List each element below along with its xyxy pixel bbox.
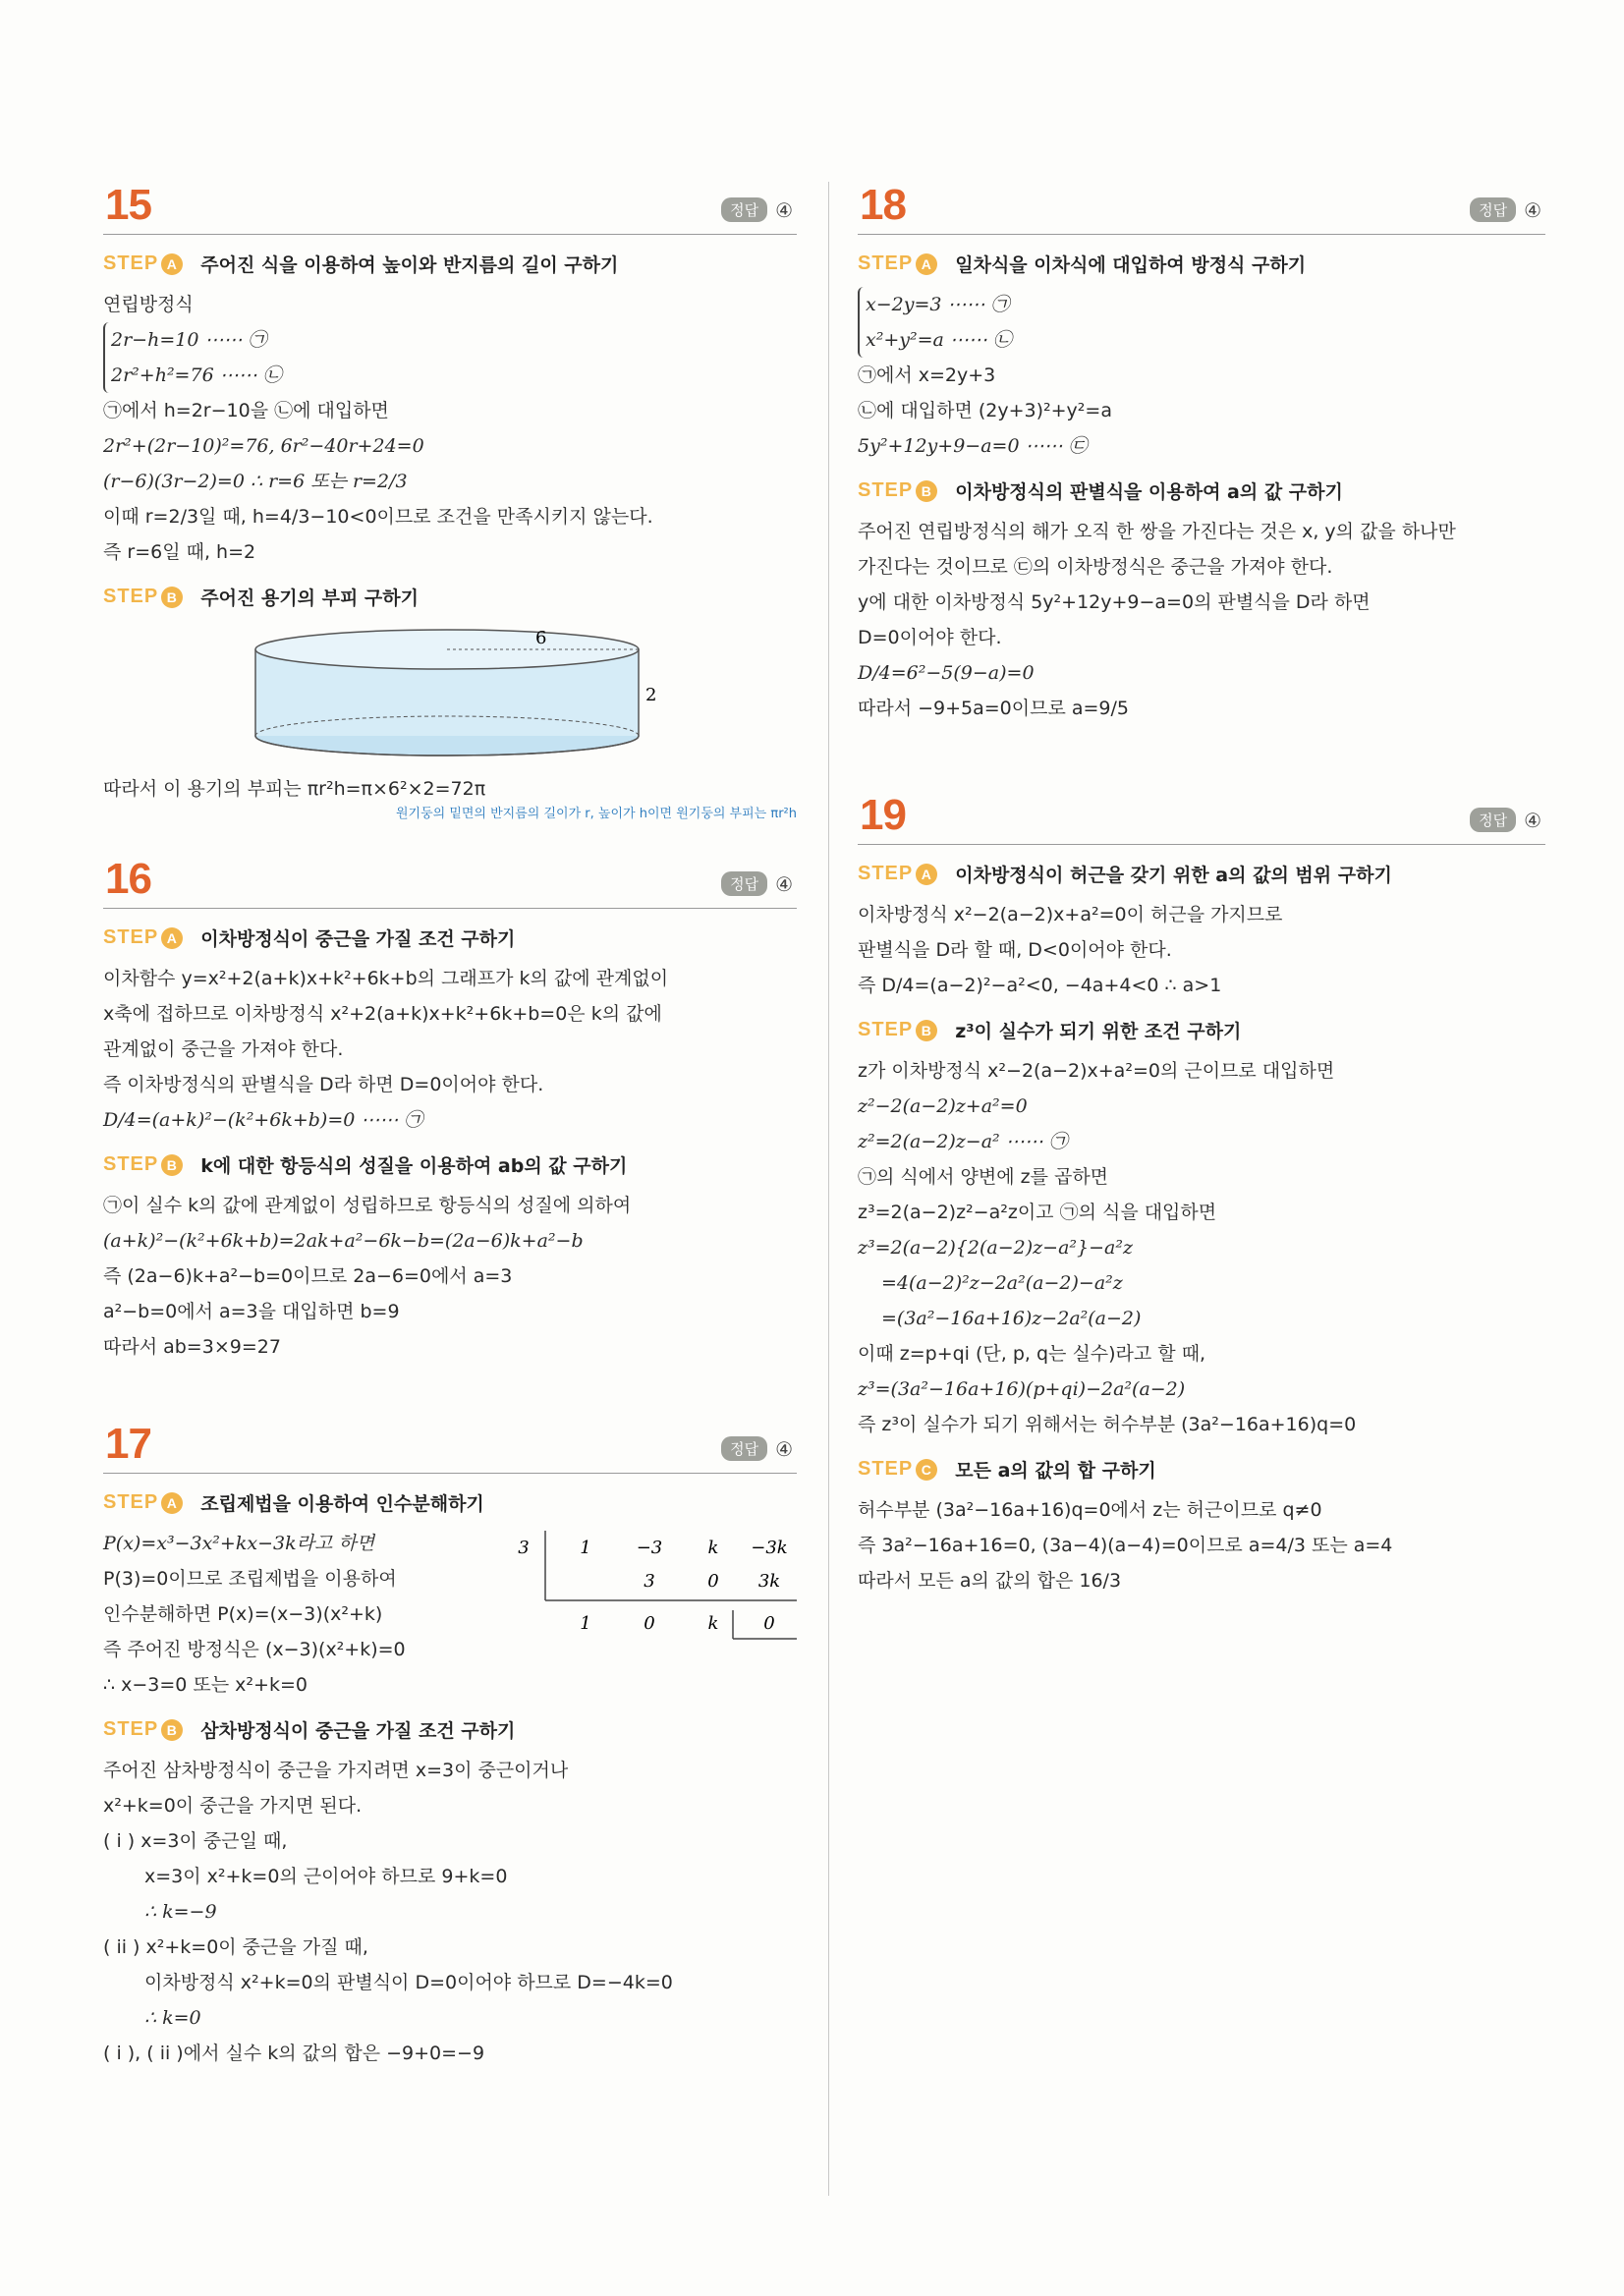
- step-a: [103, 251, 797, 277]
- answer-choice: ④: [1524, 808, 1541, 832]
- step-a: [103, 924, 797, 951]
- text-line: 이차방정식 x²+k=0의 판별식이 D=0이어야 하므로 D=−4k=0: [144, 1972, 673, 1993]
- text-line: ∴ k=−9: [144, 1901, 217, 1923]
- answer: [721, 1436, 793, 1461]
- problem-15: [103, 175, 797, 821]
- step-b: [103, 1716, 797, 1743]
- step-b: [858, 477, 1545, 504]
- svg-text:k: k: [707, 1613, 719, 1634]
- answer: [721, 197, 793, 222]
- text-line: 이차방정식 x²−2(a−2)x+a²=0이 허근을 가지므로: [858, 904, 1283, 925]
- answer: [1470, 197, 1541, 222]
- text-line: D=0이어야 한다.: [858, 627, 1002, 648]
- step-title: z³이 실수가 되기 위한 조건 구하기: [955, 1021, 1242, 1042]
- problem-header: [858, 175, 1545, 235]
- text-line: 즉 3a²−16a+16=0, (3a−4)(a−4)=0이므로 a=4/3 또는 a=4: [858, 1535, 1393, 1556]
- text-line: 즉 (2a−6)k+a²−b=0이므로 2a−6=0에서 a=3: [103, 1265, 513, 1287]
- answer-badge: 정답: [721, 1436, 767, 1461]
- text-line: 주어진 삼차방정식이 중근을 가지려면 x=3이 중근이거나: [103, 1760, 569, 1781]
- step-a: [858, 861, 1545, 887]
- step-tag: STEP A: [103, 252, 183, 275]
- text-line: 가진다는 것이므로 ㉢의 이차방정식은 중근을 가져야 한다.: [858, 556, 1333, 578]
- text-line: 즉 이차방정식의 판별식을 D라 하면 D=0이어야 한다.: [103, 1074, 544, 1095]
- step-tag: STEP B: [103, 1153, 183, 1176]
- problem-17: [103, 1414, 797, 2071]
- answer-badge: 정답: [1470, 197, 1516, 222]
- text-line: 인수분해하면 P(x)=(x−3)(x²+k): [103, 1603, 383, 1625]
- radius-label: 6: [535, 628, 547, 648]
- text-line: 2r−h=10 ⋯⋯ ㉠: [111, 329, 267, 351]
- text-line: x=3이 x²+k=0의 근이어야 하므로 9+k=0: [144, 1866, 508, 1887]
- text-line: =(3a²−16a+16)z−2a²(a−2): [881, 1308, 1142, 1329]
- note: 원기둥의 밑면의 반지름의 길이가 r, 높이가 h이면 원기둥의 부피는 πr²h: [395, 807, 797, 821]
- step-tag: STEP B: [103, 1718, 183, 1741]
- factor-block: [103, 1526, 797, 1703]
- step-title: 모든 a의 값의 합 구하기: [955, 1460, 1156, 1482]
- text-line: P(x)=x³−3x²+kx−3k라고 하면: [103, 1533, 375, 1554]
- text-line: D/4=(a+k)²−(k²+6k+b)=0 ⋯⋯ ㉠: [103, 1109, 423, 1131]
- svg-text:−3: −3: [636, 1538, 663, 1558]
- problem-number: 16: [105, 855, 151, 903]
- text-line: (a+k)²−(k²+6k+b)=2ak+a²−6k−b=(2a−6)k+a²−b: [103, 1230, 584, 1252]
- text-line: 이차함수 y=x²+2(a+k)x+k²+6k+b의 그래프가 k의 값에 관계없이: [103, 968, 669, 989]
- text-line: x²+k=0이 중근을 가지면 된다.: [103, 1795, 363, 1817]
- step-c: [858, 1456, 1545, 1483]
- svg-text:0: 0: [763, 1613, 775, 1634]
- text-line: x−2y=3 ⋯⋯ ㉠: [866, 294, 1010, 315]
- text-line: 즉 z³이 실수가 되기 위해서는 허수부분 (3a²−16a+16)q=0: [858, 1414, 1357, 1435]
- svg-text:3: 3: [644, 1571, 655, 1592]
- step-tag: STEP B: [858, 1019, 937, 1041]
- problem-19: [858, 785, 1545, 1598]
- text-line: x축에 접하므로 이차방정식 x²+2(a+k)x+k²+6k+b=0은 k의 값에: [103, 1003, 662, 1025]
- left-column: [103, 175, 797, 2071]
- problem-number: 18: [860, 181, 906, 229]
- text-line: z³=2(a−2){2(a−2)z−a²}−a²z: [858, 1237, 1133, 1259]
- answer-badge: 정답: [1470, 808, 1516, 832]
- text-line: =4(a−2)²z−2a²(a−2)−a²z: [881, 1272, 1123, 1294]
- text-line: 즉 D/4=(a−2)²−a²<0, −4a+4<0 ∴ a>1: [858, 975, 1222, 996]
- step-a: [858, 251, 1545, 277]
- step-a: [103, 1489, 797, 1516]
- cylinder-figure: [103, 620, 797, 767]
- text-line: y에 대한 이차방정식 5y²+12y+9−a=0의 판별식을 D라 하면: [858, 591, 1371, 613]
- equation-system: [858, 287, 1012, 358]
- text-line: z³=(3a²−16a+16)(p+qi)−2a²(a−2): [858, 1378, 1186, 1400]
- divisor: 3: [518, 1538, 530, 1558]
- answer-badge: 정답: [721, 197, 767, 222]
- step-title: 삼차방정식이 중근을 가질 조건 구하기: [200, 1720, 516, 1742]
- step-title: 조립제법을 이용하여 인수분해하기: [200, 1493, 484, 1515]
- step-tag: STEP C: [858, 1458, 937, 1481]
- problem-header: [858, 785, 1545, 845]
- text-line: 5y²+12y+9−a=0 ⋯⋯ ㉢: [858, 435, 1088, 457]
- step-title: 주어진 식을 이용하여 높이와 반지름의 길이 구하기: [200, 254, 619, 276]
- text-line: ( ii ) x²+k=0이 중근을 가질 때,: [103, 1936, 368, 1958]
- text-line: 연립방정식: [103, 294, 194, 315]
- text-line: 즉 r=6일 때, h=2: [103, 541, 256, 563]
- step-title: 이차방정식의 판별식을 이용하여 a의 값 구하기: [955, 481, 1343, 503]
- svg-text:1: 1: [580, 1538, 591, 1558]
- svg-text:0: 0: [644, 1613, 655, 1634]
- step-title: 주어진 용기의 부피 구하기: [200, 588, 419, 609]
- problem-header: [103, 1414, 797, 1474]
- text-line: z²−2(a−2)z+a²=0: [858, 1095, 1028, 1117]
- step-tag: STEP A: [103, 926, 183, 949]
- problem-header: [103, 175, 797, 235]
- step-tag: STEP B: [103, 586, 183, 608]
- step-tag: STEP A: [858, 252, 937, 275]
- text-line: a²−b=0에서 a=3을 대입하면 b=9: [103, 1301, 400, 1322]
- problem-header: [103, 849, 797, 909]
- column-divider: [828, 182, 829, 2196]
- text-line: ∴ x−3=0 또는 x²+k=0: [103, 1674, 308, 1696]
- text-line: z³=2(a−2)z²−a²z이고 ㉠의 식을 대입하면: [858, 1202, 1217, 1223]
- text-line: 이때 z=p+qi (단, p, q는 실수)라고 할 때,: [858, 1343, 1206, 1365]
- text-line: 즉 주어진 방정식은 (x−3)(x²+k)=0: [103, 1639, 406, 1660]
- text-line: z²=2(a−2)z−a² ⋯⋯ ㉠: [858, 1131, 1068, 1152]
- svg-text:0: 0: [707, 1571, 719, 1592]
- text-line: ( i ) x=3이 중근일 때,: [103, 1830, 288, 1852]
- step-tag: STEP B: [858, 479, 937, 502]
- step-b: [103, 1151, 797, 1178]
- problem-16: [103, 849, 797, 1365]
- text-line: 2r²+h²=76 ⋯⋯ ㉡: [111, 364, 282, 386]
- step-b: [103, 584, 797, 610]
- text-line: 따라서 ab=3×9=27: [103, 1336, 281, 1358]
- step-tag: STEP A: [858, 863, 937, 885]
- height-label: 2: [645, 685, 657, 705]
- step-title: 이차방정식이 중근을 가질 조건 구하기: [200, 928, 516, 950]
- equation-system: [103, 322, 282, 393]
- text-line: ∴ k=0: [144, 2007, 201, 2029]
- text-line: 주어진 연립방정식의 해가 오직 한 쌍을 가진다는 것은 x, y의 값을 하나만: [858, 521, 1456, 542]
- answer-choice: ④: [1524, 197, 1541, 222]
- svg-text:−3k: −3k: [751, 1538, 788, 1558]
- text-line: 따라서 모든 a의 값의 합은 16/3: [858, 1570, 1122, 1592]
- text-line: 2r²+(2r−10)²=76, 6r²−40r+24=0: [103, 435, 424, 457]
- text-line: x²+y²=a ⋯⋯ ㉡: [866, 329, 1012, 351]
- text-line: P(3)=0이므로 조립제법을 이용하여: [103, 1568, 397, 1590]
- text-line: ㉠에서 h=2r−10을 ㉡에 대입하면: [103, 400, 389, 421]
- svg-text:k: k: [707, 1538, 719, 1558]
- problem-number: 19: [860, 791, 906, 839]
- text-line: ㉠의 식에서 양변에 z를 곱하면: [858, 1166, 1109, 1188]
- svg-text:3k: 3k: [757, 1571, 781, 1592]
- conclusion: 따라서 이 용기의 부피는 πr²h=π×6²×2=72π: [103, 778, 486, 800]
- text-line: ㉠이 실수 k의 값에 관계없이 성립하므로 항등식의 성질에 의하여: [103, 1195, 632, 1216]
- answer-badge: 정답: [721, 871, 767, 896]
- step-title: 일차식을 이차식에 대입하여 방정식 구하기: [955, 254, 1307, 276]
- problem-number: 17: [105, 1420, 151, 1468]
- text-line: 이때 r=2/3일 때, h=4/3−10<0이므로 조건을 만족시키지 않는다.: [103, 506, 653, 528]
- step-tag: STEP A: [103, 1491, 183, 1514]
- answer-choice: ④: [775, 871, 793, 896]
- text-line: ㉡에 대입하면 (2y+3)²+y²=a: [858, 400, 1112, 421]
- text-line: D/4=6²−5(9−a)=0: [858, 662, 1035, 684]
- text-line: 허수부분 (3a²−16a+16)q=0에서 z는 허근이므로 q≠0: [858, 1499, 1322, 1521]
- text-line: ㉠에서 x=2y+3: [858, 364, 996, 386]
- problem-number: 15: [105, 181, 151, 229]
- answer: [1470, 808, 1541, 832]
- text-line: 판별식을 D라 할 때, D<0이어야 한다.: [858, 939, 1172, 961]
- text-line: ( i ), ( ii )에서 실수 k의 값의 합은 −9+0=−9: [103, 2043, 485, 2064]
- step-title: 이차방정식이 허근을 갖기 위한 a의 값의 범위 구하기: [955, 865, 1392, 886]
- problem-18: [858, 175, 1545, 726]
- answer: [721, 871, 793, 896]
- answer-choice: ④: [775, 1436, 793, 1461]
- step-title: k에 대한 항등식의 성질을 이용하여 ab의 값 구하기: [200, 1155, 628, 1177]
- text-line: (r−6)(3r−2)=0 ∴ r=6 또는 r=2/3: [103, 471, 408, 492]
- step-b: [858, 1017, 1545, 1043]
- synthetic-division: [512, 1526, 797, 1644]
- right-column: [858, 175, 1545, 1598]
- text-line: 관계없이 중근을 가져야 한다.: [103, 1038, 344, 1060]
- text-line: 따라서 −9+5a=0이므로 a=9/5: [858, 698, 1130, 719]
- svg-text:1: 1: [580, 1613, 591, 1634]
- answer-choice: ④: [775, 197, 793, 222]
- text-line: z가 이차방정식 x²−2(a−2)x+a²=0의 근이므로 대입하면: [858, 1060, 1335, 1082]
